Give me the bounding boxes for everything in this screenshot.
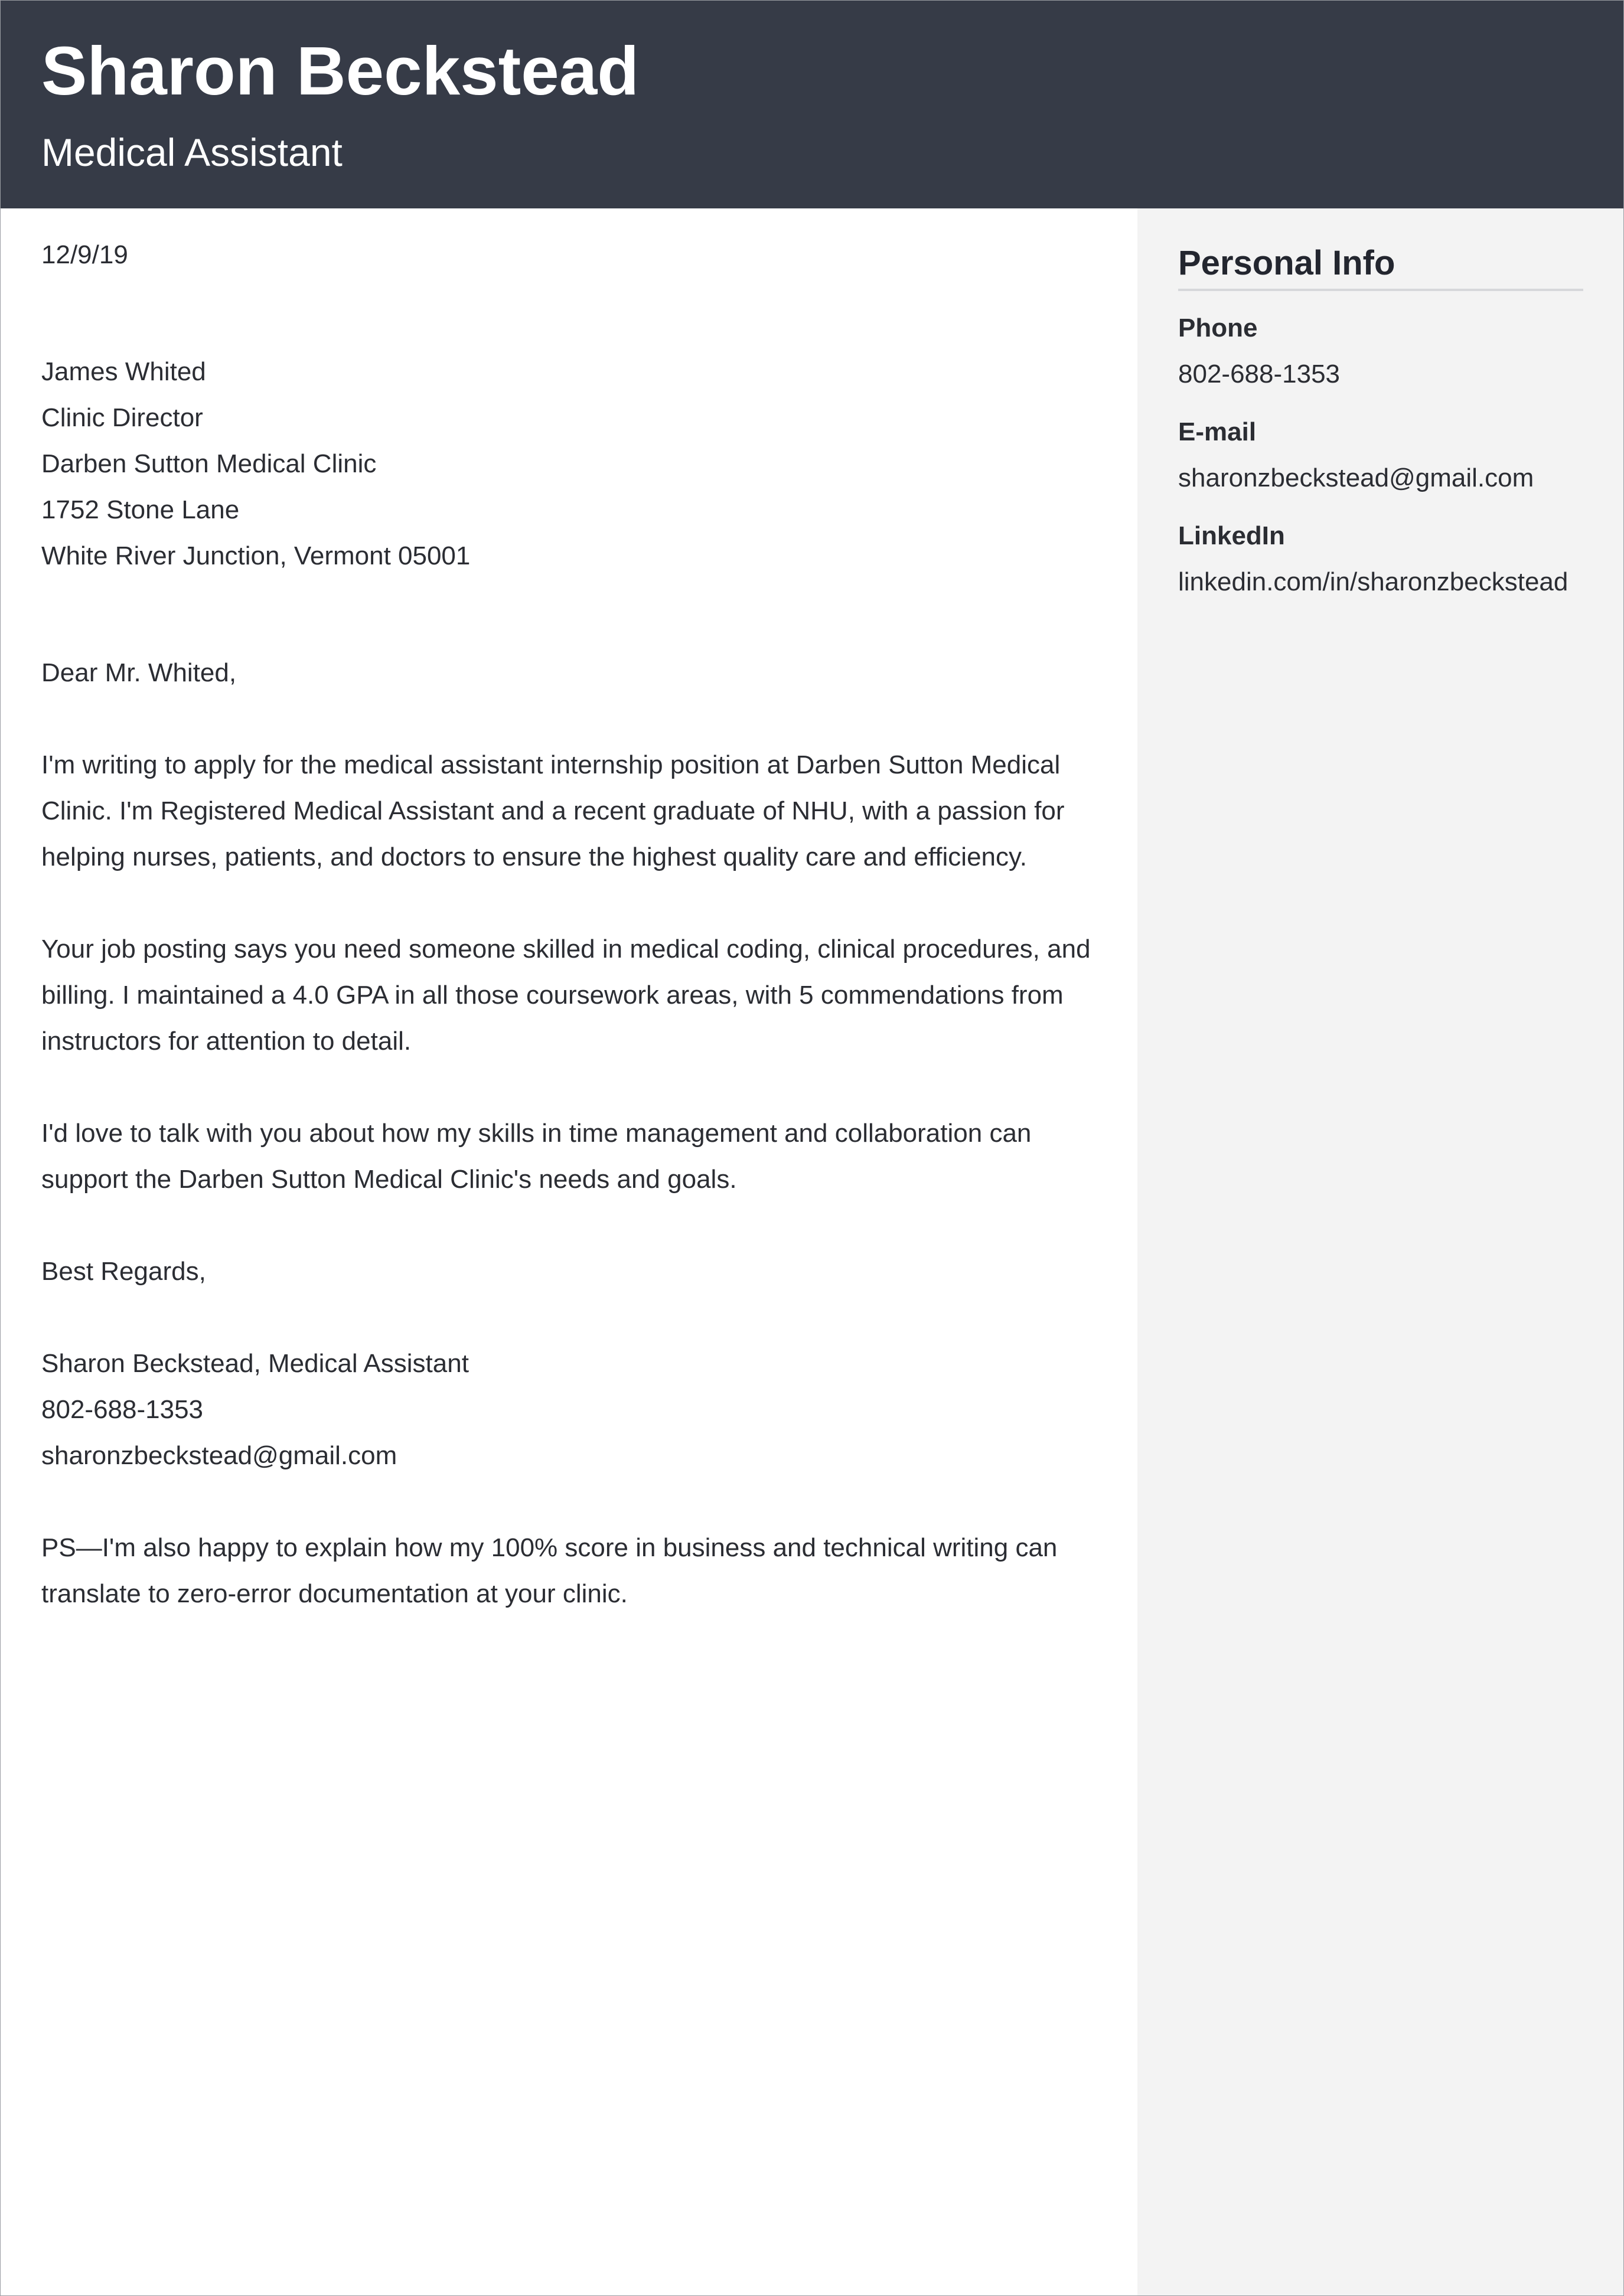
- recipient-name: James Whited: [41, 357, 206, 386]
- phone-label: Phone: [1178, 313, 1258, 342]
- recipient-title: Clinic Director: [41, 403, 203, 432]
- recipient-street: 1752 Stone Lane: [41, 495, 240, 524]
- personal-info-sidebar: [1137, 208, 1623, 2295]
- applicant-name: Sharon Beckstead: [41, 32, 640, 109]
- signature-email: sharonzbeckstead@gmail.com: [41, 1441, 397, 1470]
- body-paragraph: I'm writing to apply for the medical assistant internship position at Darben Sutton Medical Clinic. I'm Registered Medical Assistant and a recent graduate of NHU, with a passion for helping nurses, patients, and doctors to ensure the highest quality care and efficiency.: [41, 750, 1065, 871]
- recipient-block: [41, 349, 1093, 579]
- phone-value: 802-688-1353: [1178, 359, 1341, 388]
- signature-phone: 802-688-1353: [41, 1395, 204, 1424]
- header-banner: [1, 1, 1623, 208]
- letter-body: [41, 232, 1093, 1617]
- signature-name: Sharon Beckstead, Medical Assistant: [41, 1349, 469, 1378]
- linkedin-label: LinkedIn: [1178, 521, 1285, 550]
- signature-block: [41, 1341, 1093, 1479]
- postscript: PS—I'm also happy to explain how my 100% score in business and technical writing can translate to zero-error documentation at your clinic.: [41, 1533, 1058, 1608]
- sidebar-title: Personal Info: [1178, 243, 1583, 291]
- closing: Best Regards,: [41, 1257, 206, 1286]
- linkedin-value: linkedin.com/in/sharonzbeckstead: [1178, 567, 1568, 596]
- personal-info-section: [1178, 243, 1583, 617]
- email-value: sharonzbeckstead@gmail.com: [1178, 463, 1534, 492]
- body-paragraph: I'd love to talk with you about how my skills in time management and collaboration can support the Darben Sutton Medical Clinic's needs and goals.: [41, 1119, 1032, 1194]
- recipient-company: Darben Sutton Medical Clinic: [41, 449, 377, 478]
- body-paragraph: Your job posting says you need someone skilled in medical coding, clinical procedures, and billing. I maintained a 4.0 GPA in all those coursework areas, with 5 commendations from instructors for attention to detail.: [41, 935, 1091, 1056]
- email-label: E-mail: [1178, 417, 1257, 446]
- recipient-city: White River Junction, Vermont 05001: [41, 541, 471, 570]
- letter-date: 12/9/19: [41, 240, 128, 269]
- salutation: Dear Mr. Whited,: [41, 658, 237, 687]
- applicant-role: Medical Assistant: [41, 130, 343, 174]
